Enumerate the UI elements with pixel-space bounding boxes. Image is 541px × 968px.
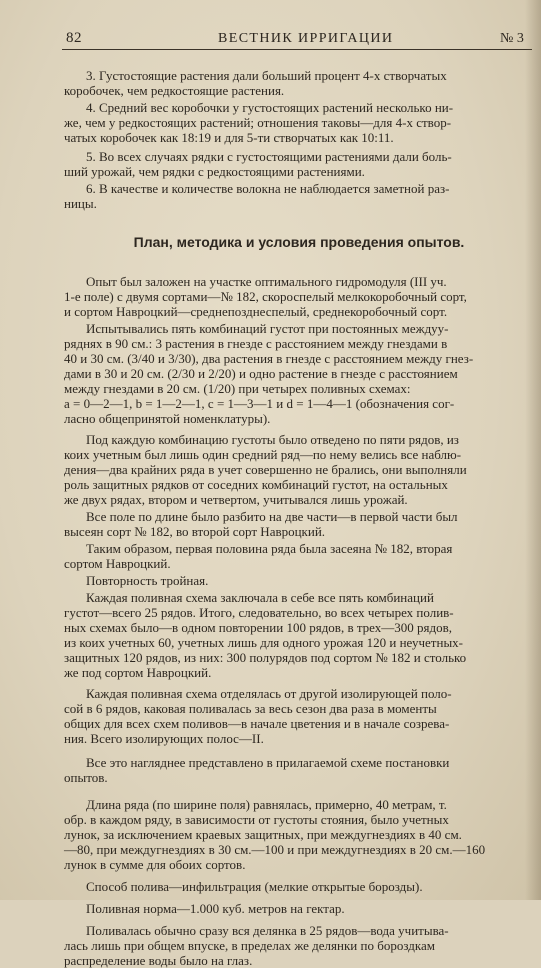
text-line: ницы.	[64, 196, 97, 211]
page-header	[0, 0, 541, 50]
text-line: защитных 120 рядов, из них: 300 полурядов под сортом № 182 и столько	[64, 650, 467, 665]
text-line: дами в 30 и 20 см. (2/30 и 2/20) и одно растение в гнезде с расстоянием	[64, 366, 458, 381]
text-line: Длина ряда (по ширине поля) равнялась, примерно, 40 метрам, т.	[86, 797, 447, 812]
text-line: а = 0—2—1, b = 1—2—1, с = 1—3—1 и d = 1—4—1 (обозначения сог-	[64, 396, 455, 411]
text-line: и сортом Навроцкий—среднепозднеспелый, среднекоробочный сорт.	[64, 304, 448, 319]
text-line: Поливная норма—1.000 куб. метров на гектар.	[86, 901, 345, 916]
issue-number: № 3	[500, 31, 524, 46]
text-line: же, чем у редкостоящих растений; отношения таковы—для 4-х створ-	[64, 115, 452, 130]
text-line: —80, при междугнездиях в 30 см.—100 и при междугнездиях в 20 см.—160	[64, 842, 486, 857]
text-line: Все поле по длине было разбито на две части—в первой части был	[86, 509, 458, 524]
text-line: общих для всех схем поливов—в начале цветения и в начале созрева-	[64, 716, 450, 731]
text-line: густот—всего 25 рядов. Итого, следовательно, во всех четырех полив-	[64, 605, 454, 620]
text-line: 5. Во всех случаях рядки с густостоящими растениями дали боль-	[86, 149, 452, 164]
text-line: Таким образом, первая половина ряда была засеяна № 182, вторая	[86, 541, 453, 556]
text-line: лунок, за исключением краевых защитных, при междугнездиях в 40 см.	[64, 827, 462, 842]
text-line: высеян сорт № 182, во второй сорт Навроцкий.	[64, 524, 326, 539]
text-line: Все это нагляднее представлено в прилагаемой схеме постановки	[86, 755, 450, 770]
text-line: 3. Густостоящие растения дали больший процент 4-х створчатых	[86, 68, 447, 83]
text-line: обр. в каждом ряду, в зависимости от густоты стояния, было учетных	[64, 812, 449, 827]
text-line: же двух рядах, втором и четвертом, учитывался лишь урожай.	[64, 492, 408, 507]
text-line: ных схемах было—в одном повторении 100 рядов, в трех—300 рядов,	[64, 620, 453, 635]
text-line: Опыт был заложен на участке оптимального гидромодуля (III уч.	[86, 274, 447, 289]
header-rule	[62, 49, 532, 50]
section-title: План, методика и условия проведения опытов.	[133, 234, 465, 250]
text-line: лунок в сумме для обоих сортов.	[64, 857, 246, 872]
text-line: из коих учетных 60, учетных лишь для одного урожая 120 и неучетных-	[64, 635, 464, 650]
text-line: 6. В качестве и количестве волокна не наблюдается заметной раз-	[86, 181, 450, 196]
text-line: чатых коробочек как 18:19 и для 5-ти створчатых как 10:11.	[64, 130, 394, 145]
text-line: Каждая поливная схема отделялась от другой изолирующей поло-	[86, 686, 452, 701]
text-line: лась лишь при общем впуске, в пределах же делянки по бороздкам	[64, 938, 435, 953]
text-line: Каждая поливная схема заключала в себе все пять комбинаций	[86, 590, 434, 605]
text-line: Способ полива—инфильтрация (мелкие открытые борозды).	[86, 879, 423, 894]
text-line: опытов.	[64, 770, 108, 785]
journal-title: ВЕСТНИК ИРРИГАЦИИ	[218, 31, 394, 46]
text-line: Испытывались пять комбинаций густот при постоянных междуу-	[86, 321, 449, 336]
text-line: Под каждую комбинацию густоты было отведено по пяти рядов, из	[86, 432, 459, 447]
page-number: 82	[66, 30, 82, 46]
text-line: ния. Всего изолирующих полос—II.	[64, 731, 264, 746]
text-line: ший урожай, чем рядки с редкостоящими растениями.	[64, 164, 365, 179]
article-body	[64, 68, 534, 968]
text-line: ласно общепринятой номенклатуры).	[64, 411, 271, 426]
text-line: 4. Средний вес коробочки у густостоящих растений несколько ни-	[86, 100, 454, 115]
text-line: дения—два крайних ряда в учет совершенно не брались, они выполняли	[64, 462, 467, 477]
text-line: ряднях в 90 см.: 3 растения в гнезде с расстоянием между гнездами в	[64, 336, 448, 351]
text-line: сортом Навроцкий.	[64, 556, 171, 571]
text-line: Поливалась обычно сразу вся делянка в 25 рядов—вода учитыва-	[86, 923, 449, 938]
text-line: коих учетным был лишь один средний ряд—по нему велись все наблю-	[64, 447, 462, 462]
text-line: между гнездами в 20 см. (1/20) при четырех поливных схемах:	[64, 381, 411, 396]
text-line: сой в 6 рядов, каковая поливалась за весь сезон два раза в моменты	[64, 701, 437, 716]
text-line: роль защитных рядков от соседних комбинаций густот, на остальных	[64, 477, 448, 492]
text-line: 40 и 30 см. (3/40 и 3/30), два растения в гнезде с расстоянием между гнез-	[64, 351, 474, 366]
text-line: коробочек, чем редкостоящие растения.	[64, 83, 285, 98]
text-line: же под сортом Навроцкий.	[64, 665, 212, 680]
text-line: 1-е поле) с двумя сортами—№ 182, скороспелый мелкокоробочный сорт,	[64, 289, 467, 304]
text-line: Повторность тройная.	[86, 573, 209, 588]
text-line: распределение воды было на глаз.	[64, 953, 253, 968]
